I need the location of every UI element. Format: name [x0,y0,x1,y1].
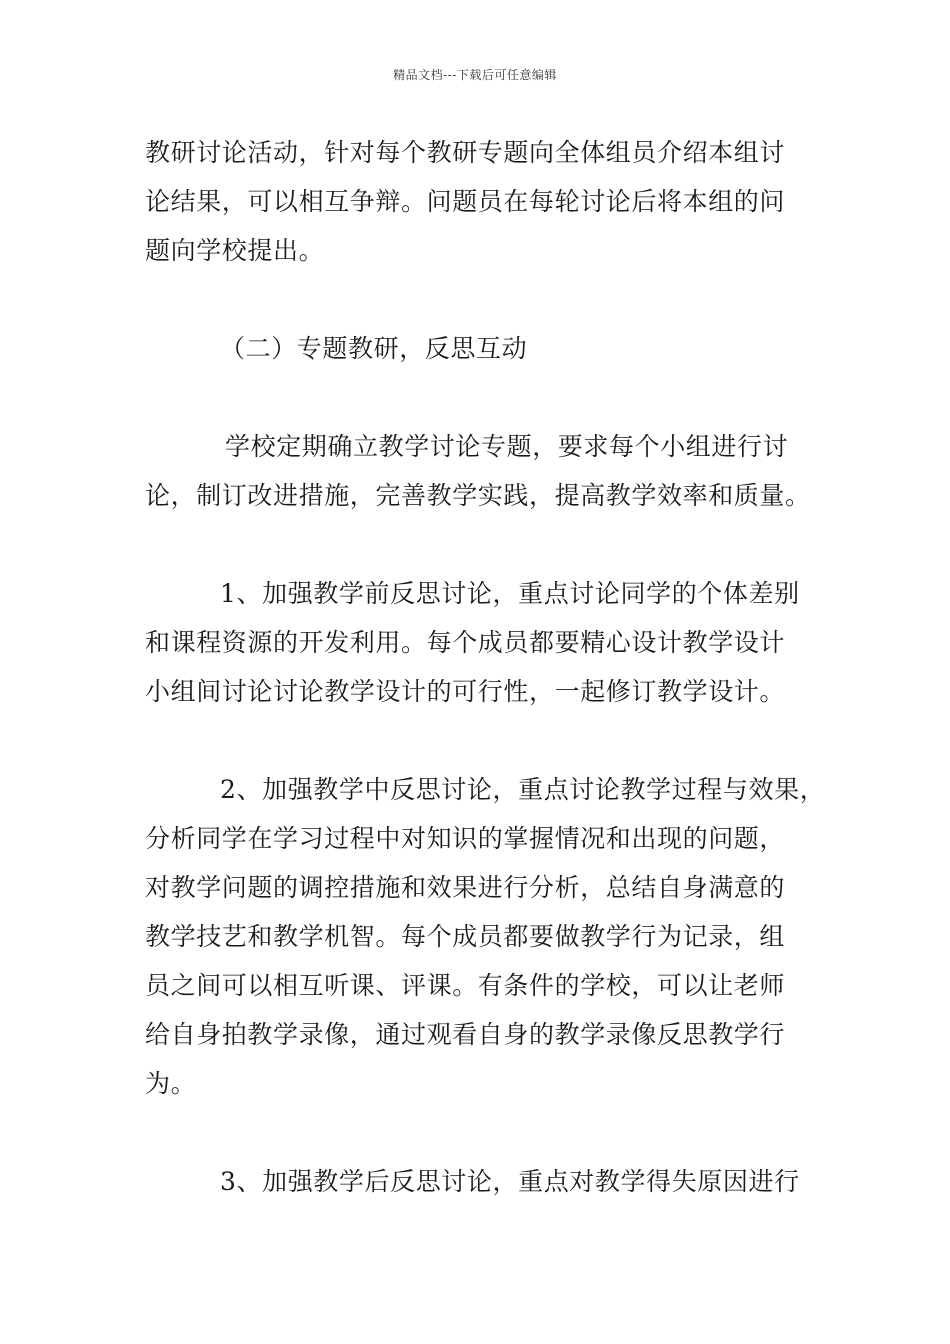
text-line: 1、加强教学前反思讨论，重点讨论同学的个体差别 [220,579,800,608]
text-line: 分析同学在学习过程中对知识的掌握情况和出现的问题， [145,824,786,853]
text-line: 教研讨论活动，针对每个教研专题向全体组员介绍本组讨 [145,138,786,167]
paragraph-item-1 [145,569,835,716]
text-line: 小组间讨论讨论教学设计的可行性，一起修订教学设计。 [145,677,786,706]
text-line: 为。 [145,1069,197,1098]
paragraph-item-3 [145,1157,835,1206]
paragraph-intro [145,128,835,275]
text-line: 论结果，可以相互争辩。问题员在每轮讨论后将本组的问 [145,187,786,216]
paragraph-item-2 [145,765,835,1108]
text-line: 论，制订改进措施，完善教学实践，提高教学效率和质量。 [145,481,811,510]
text-line: 学校定期确立教学讨论专题，要求每个小组进行讨 [225,432,789,461]
page-header: 精品文档---下载后可任意编辑 [393,68,557,82]
document-body [145,128,835,1206]
text-line: 3、加强教学后反思讨论，重点对教学得失原因进行 [220,1167,800,1196]
text-line: 教学技艺和教学机智。每个成员都要做教学行为记录，组 [145,922,786,951]
text-line: 2、加强教学中反思讨论，重点讨论教学过程与效果， [220,775,826,804]
section-heading [145,324,835,373]
paragraph-school [145,422,835,520]
text-line: 员之间可以相互听课、评课。有条件的学校，可以让老师 [145,971,786,1000]
text-line: 和课程资源的开发利用。每个成员都要精心设计教学设计 [145,628,786,657]
heading-line: （二）专题教研，反思互动 [220,334,528,363]
text-line: 题向学校提出。 [145,236,325,265]
text-line: 给自身拍教学录像，通过观看自身的教学录像反思教学行 [145,1020,786,1049]
text-line: 对教学问题的调控措施和效果进行分析，总结自身满意的 [145,873,786,902]
